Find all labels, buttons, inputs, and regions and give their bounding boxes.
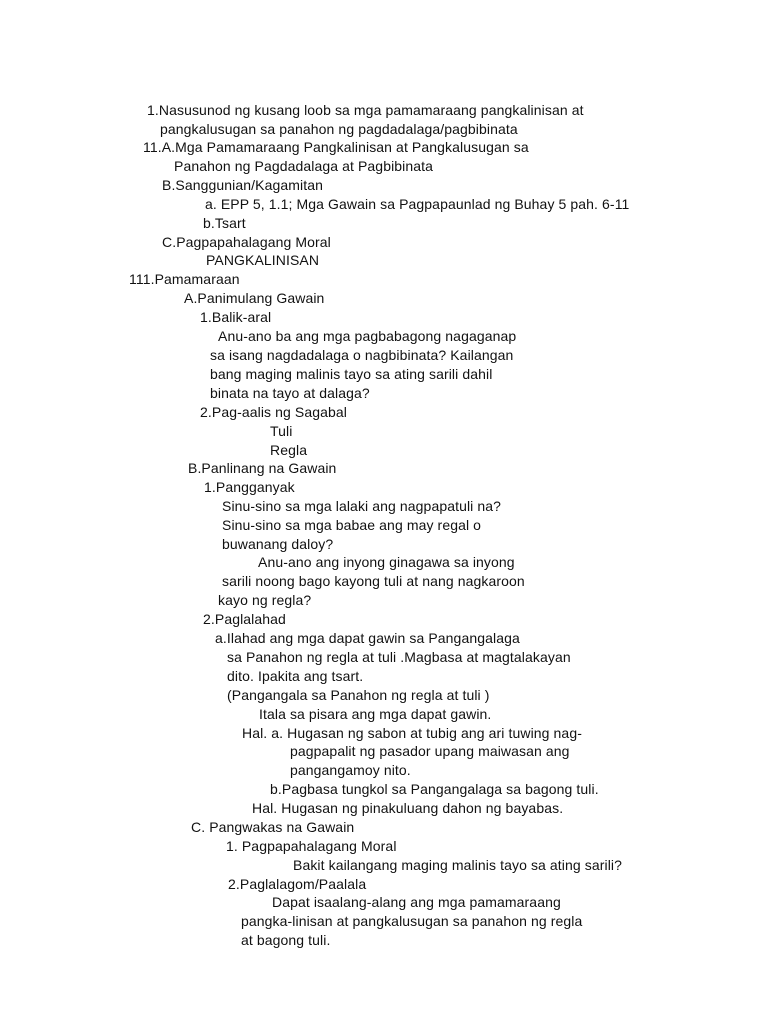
objective-line-2: pangkalusugan sa panahon ng pagdadalaga/pagbibinata [160,121,518,137]
example-b-line-2: Hal. Hugasan ng pinakuluang dahon ng bayabas. [252,800,564,816]
motivation-text-3: buwanang daloy? [222,536,334,552]
review-text-3: bang maging malinis tayo sa ating sarili dahil [210,366,493,382]
section-3c-heading: C. Pangwakas na Gawain [191,819,355,835]
motivation-heading: 1.Pangganyak [204,479,295,495]
closing-moral-question: Bakit kailangang maging malinis tayo sa ating sarili? [293,857,623,873]
section-2c-heading: C.Pagpapahalagang Moral [162,234,331,250]
presentation-text-4: (Pangangala sa Panahon ng regla at tuli ) [227,687,490,703]
motivation-text-6: kayo ng regla? [218,592,312,608]
summary-text-3: at bagong tuli. [241,932,331,948]
motivation-text-1: Sinu-sino sa mga lalaki ang nagpapatuli na? [222,498,502,514]
summary-text-1: Dapat isaalang-alang ang mga pamamaraang [272,894,561,910]
presentation-text-5: Itala sa pisara ang mga dapat gawin. [259,706,492,722]
section-3-heading: 111.Pamamaraan [129,271,240,287]
reference-a: a. EPP 5, 1.1; Mga Gawain sa Pagpapaunlad ng Buhay 5 pah. 6-11 [205,196,630,212]
example-a-line-3: pangangamoy nito. [290,762,411,778]
motivation-text-2: Sinu-sino sa mga babae ang may regal o [222,517,482,533]
motivation-text-5: sarili noong bago kayong tuli at nang nagkaroon [222,573,525,589]
example-a-line-1: Hal. a. Hugasan ng sabon at tubig ang ari tuwing nag- [242,725,582,741]
example-b-line-1: b.Pagbasa tungkol sa Pangangalaga sa bagong tuli. [270,781,599,797]
summary-heading: 2.Paglalagom/Paalala [228,876,367,892]
vocab-regla: Regla [270,442,308,458]
reference-b: b.Tsart [203,215,246,231]
section-2a-heading-cont: Panahon ng Pagdadalaga at Pagbibinata [174,158,434,174]
section-2b-heading: B.Sanggunian/Kagamitan [162,177,323,193]
presentation-text-2: sa Panahon ng regla at tuli .Magbasa at magtalakayan [227,649,571,665]
moral-value: PANGKALINISAN [206,252,320,268]
section-3a-heading: A.Panimulang Gawain [184,290,325,306]
motivation-text-4: Anu-ano ang inyong ginagawa sa inyong [258,554,515,570]
review-text-1: Anu-ano ba ang mga pagbabagong nagaganap [218,328,517,344]
section-3b-heading: B.Panlinang na Gawain [188,460,337,476]
summary-text-2: pangka-linisan at pangkalusugan sa panahon ng regla [241,913,583,929]
presentation-text-3: dito. Ipakita ang tsart. [227,668,364,684]
section-2a-heading: 11.A.Mga Pamamaraang Pangkalinisan at Pangkalusugan sa [143,139,529,155]
objective-line-1: 1.Nasusunod ng kusang loob sa mga pamamaraang pangkalinisan at [147,102,584,118]
review-heading: 1.Balik-aral [200,309,272,325]
example-a-line-2: pagpapalit ng pasador upang maiwasan ang [290,743,570,759]
closing-moral-heading: 1. Pagpapahalagang Moral [226,838,397,854]
vocab-tuli: Tuli [270,423,293,439]
presentation-heading: 2.Paglalahad [203,611,286,627]
presentation-text-1: a.Ilahad ang mga dapat gawin sa Pangangalaga [215,630,520,646]
unlocking-heading: 2.Pag-aalis ng Sagabal [200,404,347,420]
review-text-2: sa isang nagdadalaga o nagbibinata? Kailangan [210,347,514,363]
review-text-4: binata na tayo at dalaga? [210,385,370,401]
